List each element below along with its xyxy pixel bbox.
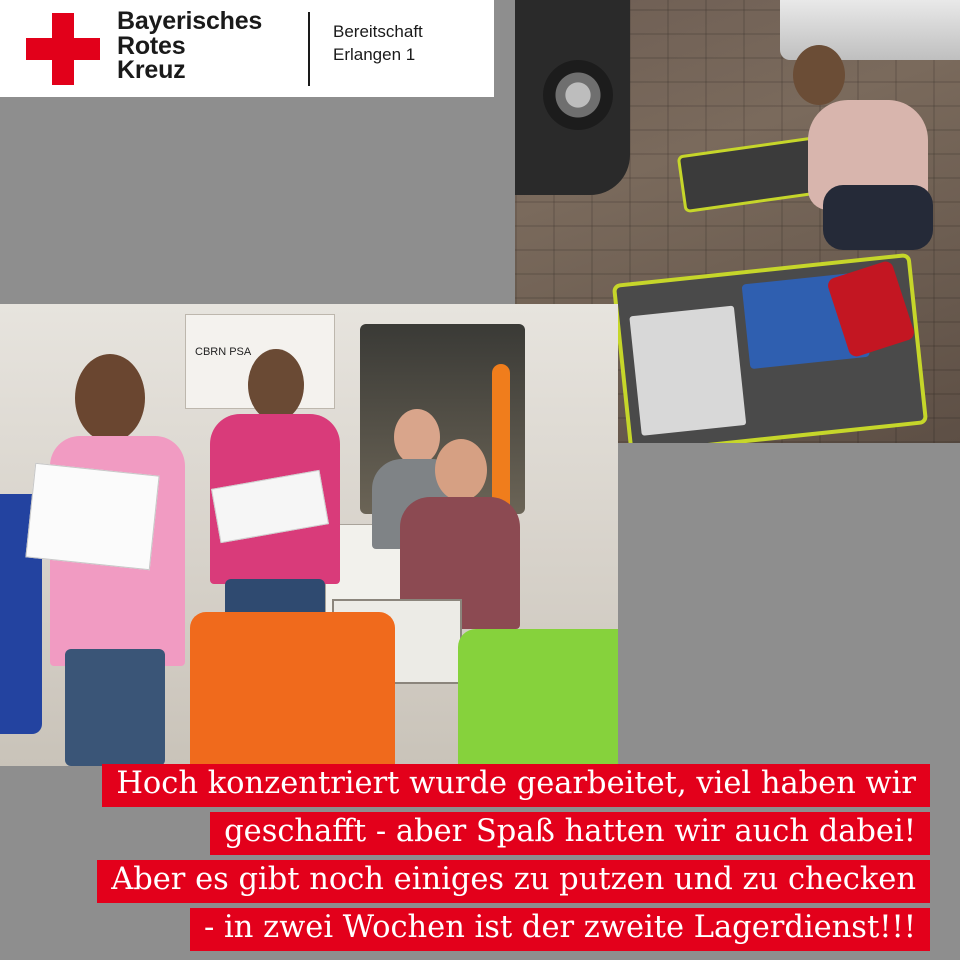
caption-line-2: geschafft - aber Spaß hatten wir auch dabei! [56,808,930,856]
unit-name-line-1: Bereitschaft [333,22,423,41]
red-cross-icon [26,13,100,85]
caption-line-1: Hoch konzentriert wurde gearbeitet, viel haben wir [56,760,930,808]
vehicle-wheel [515,0,630,195]
caption-line-4: - in zwei Wochen ist der zweite Lagerdienst!!! [56,904,930,952]
org-name-line-3: Kreuz [117,56,186,84]
unit-name [333,20,423,66]
kneeling-volunteer [753,45,933,265]
brk-logo-header [0,0,494,97]
green-spine-board [458,629,618,766]
organization-name [117,9,262,83]
photo-ambulance-team [0,304,618,766]
paper-sheet [25,463,159,571]
orange-stretcher-seat [190,612,395,766]
caption-line-3: Aber es gibt noch einiges zu putzen und zu checken [56,856,930,904]
logo-divider [308,12,310,86]
org-name-line-2: Rotes [117,31,186,60]
caption-text [56,760,930,952]
unit-name-line-2: Erlangen 1 [333,45,416,64]
cabinet-label: CBRN PSA [195,346,252,358]
org-name-line-1: Bayerisches [117,7,263,35]
